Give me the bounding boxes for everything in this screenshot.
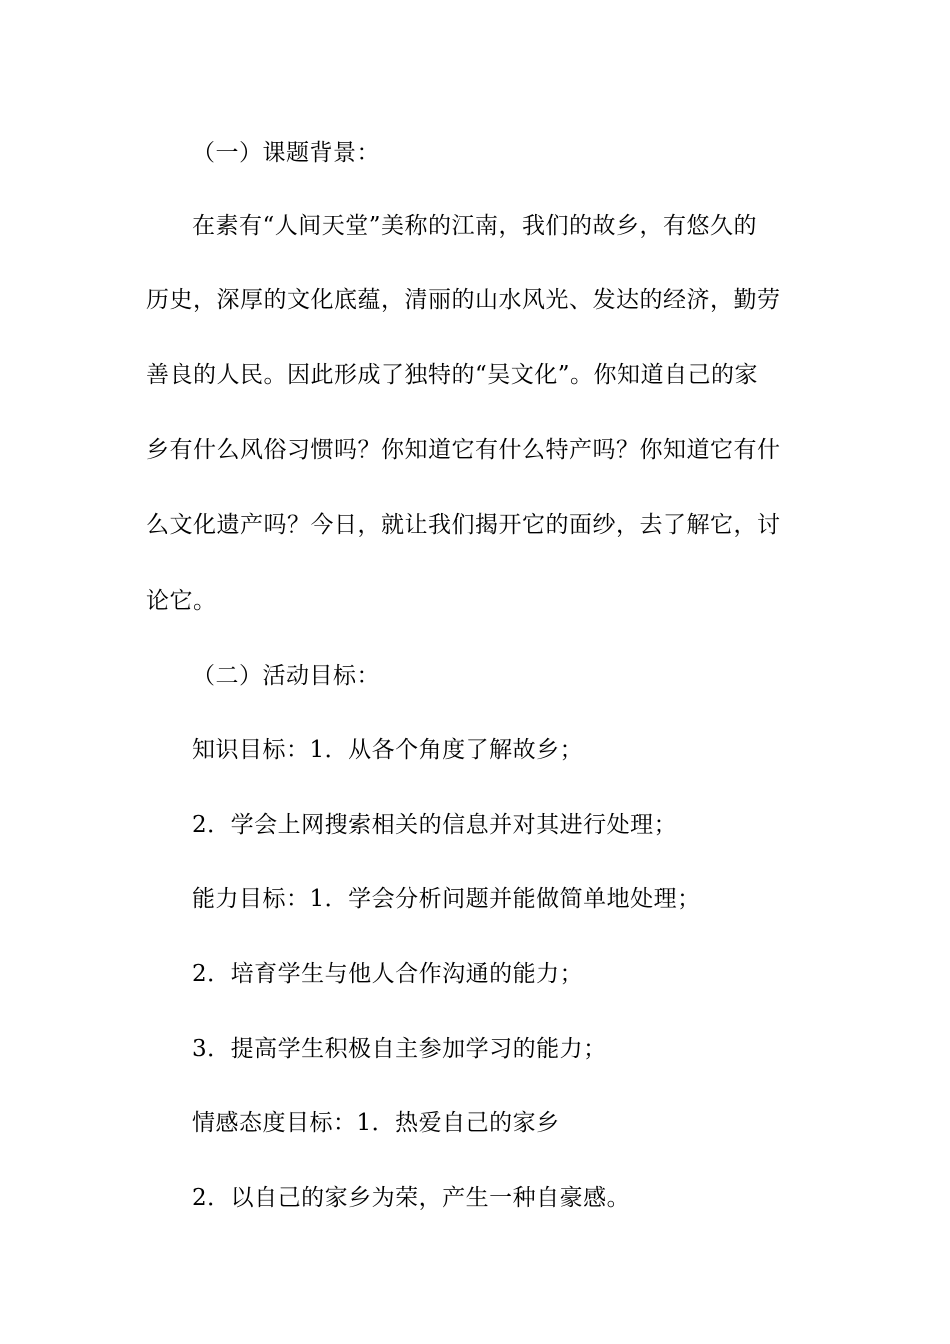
section2-heading: （二）活动目标： <box>192 663 380 689</box>
paragraph-line: 论它。 <box>146 588 217 614</box>
paragraph-line: 历史，深厚的文化底蕴，清丽的山水风光、发达的经济，勤劳 <box>146 287 781 313</box>
goal-line: 3．提高学生积极自主参加学习的能力； <box>192 1036 607 1062</box>
paragraph-line: 么文化遗产吗？今日，就让我们揭开它的面纱，去了解它，讨 <box>146 512 781 538</box>
goal-line: 2．培育学生与他人合作沟通的能力； <box>192 961 584 987</box>
goal-line: 情感态度目标：1．热爱自己的家乡 <box>192 1110 560 1136</box>
goal-line: 2．以自己的家乡为荣，产生一种自豪感。 <box>192 1185 631 1211</box>
paragraph-line: 在素有“人间天堂”美称的江南，我们的故乡，有悠久的 <box>192 213 758 239</box>
goal-line: 知识目标：1．从各个角度了解故乡； <box>192 737 584 763</box>
paragraph-line: 善良的人民。因此形成了独特的“吴文化”。你知道自己的家 <box>146 362 759 388</box>
goal-line: 能力目标：1．学会分析问题并能做简单地处理； <box>192 886 701 912</box>
section1-heading: （一）课题背景： <box>192 140 380 166</box>
goal-line: 2．学会上网搜索相关的信息并对其进行处理； <box>192 812 678 838</box>
paragraph-line: 乡有什么风俗习惯吗？你知道它有什么特产吗？你知道它有什 <box>146 437 781 463</box>
